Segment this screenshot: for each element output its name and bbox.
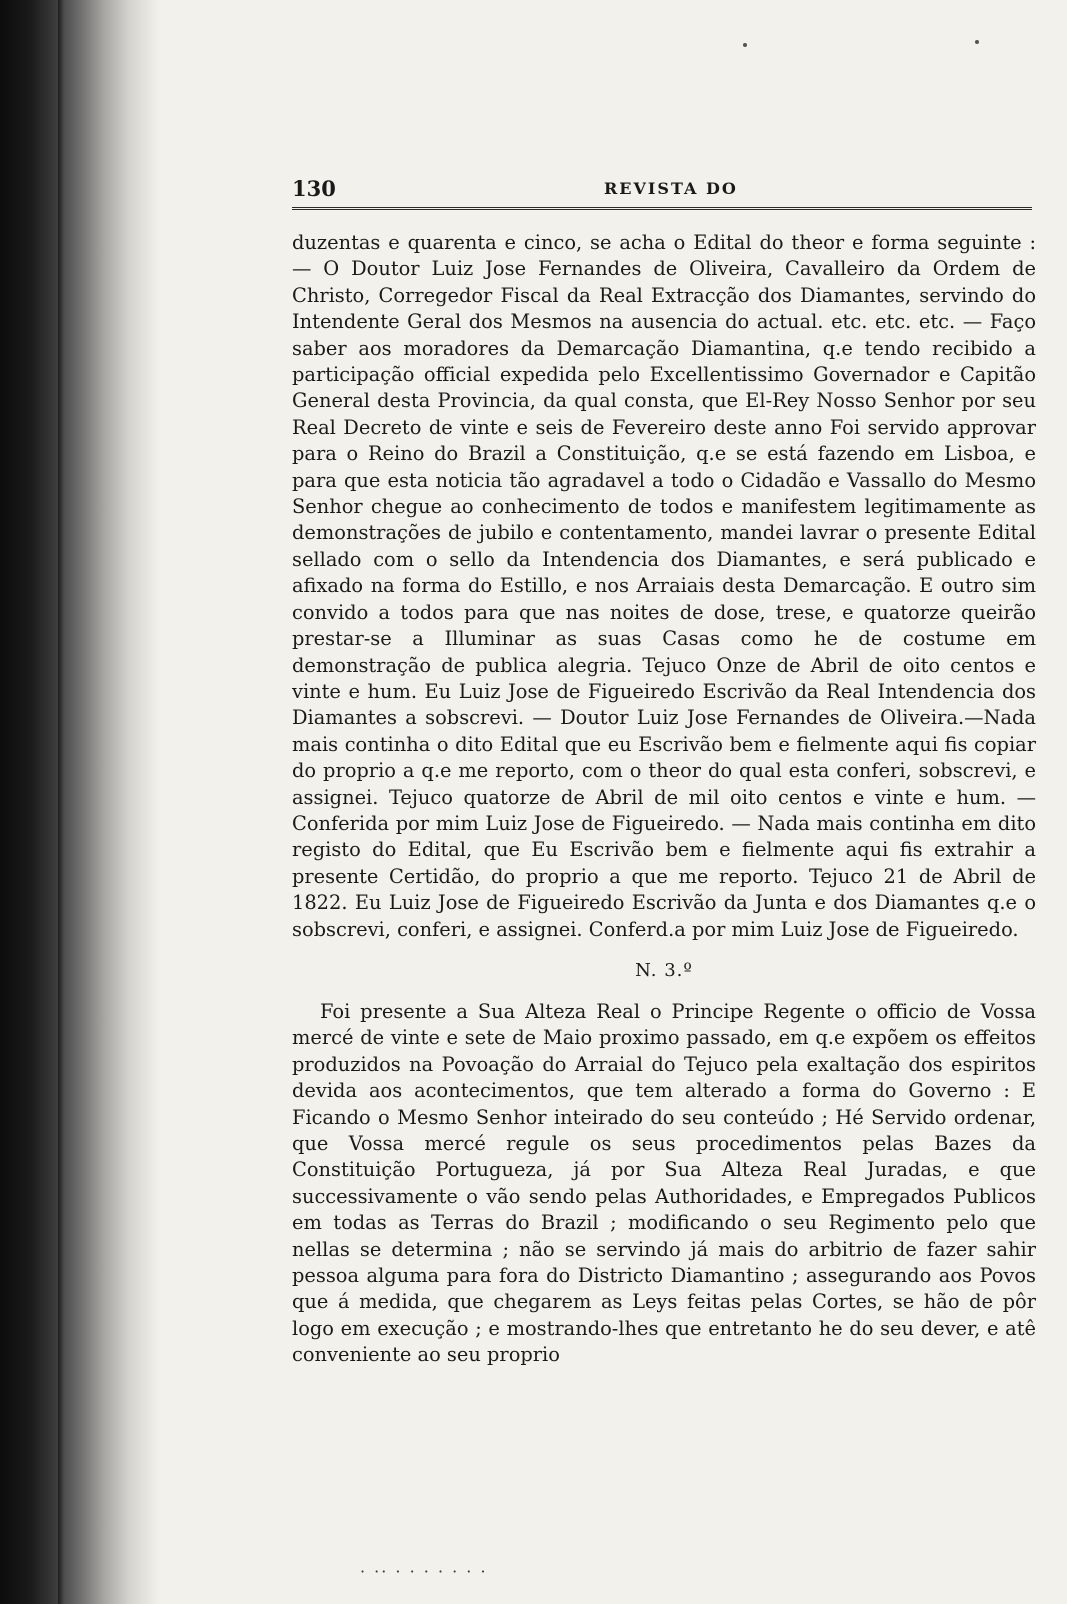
paper-speck [975,40,979,44]
page-header [292,176,1032,206]
paragraph: duzentas e quarenta e cinco, se acha o Edital do theor e forma seguinte : — O Doutor Luiz Jose Fernandes de Oliveira, Cavalleiro da Ordem de Christo, Corregedor Fiscal da Real Extracção dos Diamantes, servindo do Intendente Geral dos Mesmos na ausencia do actual. etc. etc. etc. — Faço saber aos moradores da Demarcação Diamantina, q.e tendo recibido a participação official expedida pelo Excellentissimo Governador e Capitão General desta Provincia, da qual consta, que El-Rey Nosso Senhor por seu Real Decreto de vinte e seis de Fevereiro deste anno Foi servido approvar para o Reino do Brazil a Constituição, q.e se está fazendo em Lisboa, e para que esta noticia tão agradavel a todo o Cidadão e Vassallo do Mesmo Senhor chegue ao conhecimento de todos e manifestem legitimamente as demonstrações de jubilo e contentamento, mandei lavrar o presente Edital sellado com o sello da Intendencia dos Diamantes, e será publicado e afixado na forma do Estillo, e nos Arraiais desta Demarcação. E outro sim convido a todos para que nas noites de dose, trese, e quatorze queirão prestar-se a Illuminar as suas Casas como he de costume em demonstração de publica alegria. Tejuco Onze de Abril de oito centos e vinte e hum. Eu Luiz Jose de Figueiredo Escrivão da Real Intendencia dos Diamantes a sobscrevi. — Doutor Luiz Jose Fernandes de Oliveira.—Nada mais continha o dito Edital que eu Escrivão bem e fielmente aqui fis copiar do proprio a q.e me reporto, com o theor do qual esta conferi, sobscrevi, e assignei. Tejuco quatorze de Abril de mil oito centos e vinte e hum. — Conferida por mim Luiz Jose de Figueiredo. — Nada mais continha em dito registo do Edital, que Eu Escrivão bem e fielmente aqui fis extrahir a presente Certidão, do proprio a que me reporto. Tejuco 21 de Abril de 1822. Eu Luiz Jose de Figueiredo Escrivão da Junta e dos Diamantes q.e o sobscrevi, conferi, e assignei. Conferd.a por mim Luiz Jose de Figueiredo. [292,231,1036,941]
paper-speck [743,43,747,47]
paragraph: Foi presente a Sua Alteza Real o Principe Regente o officio de Vossa mercé de vinte e sete de Maio proximo passado, em q.e expõem os effeitos produzidos na Povoação do Arraial do Tejuco pela exaltação dos espiritos devida aos acontecimentos, que tem alterado a forma do Governo : E Ficando o Mesmo Senhor inteirado do seu conteúdo ; Hé Servido ordenar, que Vossa mercé regule os seus procedimentos pelas Bazes da Constituição Portugueza, já por Sua Alteza Real Juradas, e que successivamente o vão sendo pelas Authoridades, e Empregados Publicos em todas as Terras do Brazil ; modificando o seu Regimento pelo que nellas se determina ; não se servindo já mais do arbitrio de fazer sahir pessoa alguma para fora do Districto Diamantino ; assegurando aos Povos que á medida, que chegarem as Leys feitas pelas Cortes, se hão de pôr logo em execução ; e mostrando-lhes que entretanto he do seu dever, e atê conveniente ao seu proprio [292,999,1036,1367]
body-text [292,230,1036,1369]
spine-crease [58,0,64,1604]
header-rule [292,207,1032,210]
page-number: 130 [292,176,336,201]
section-heading: N. 3.º [635,959,693,981]
running-title: REVISTA DO [604,179,738,198]
book-spine-shadow [0,0,160,1604]
footer-marks: · ·· · · · · · · · [360,1562,488,1581]
